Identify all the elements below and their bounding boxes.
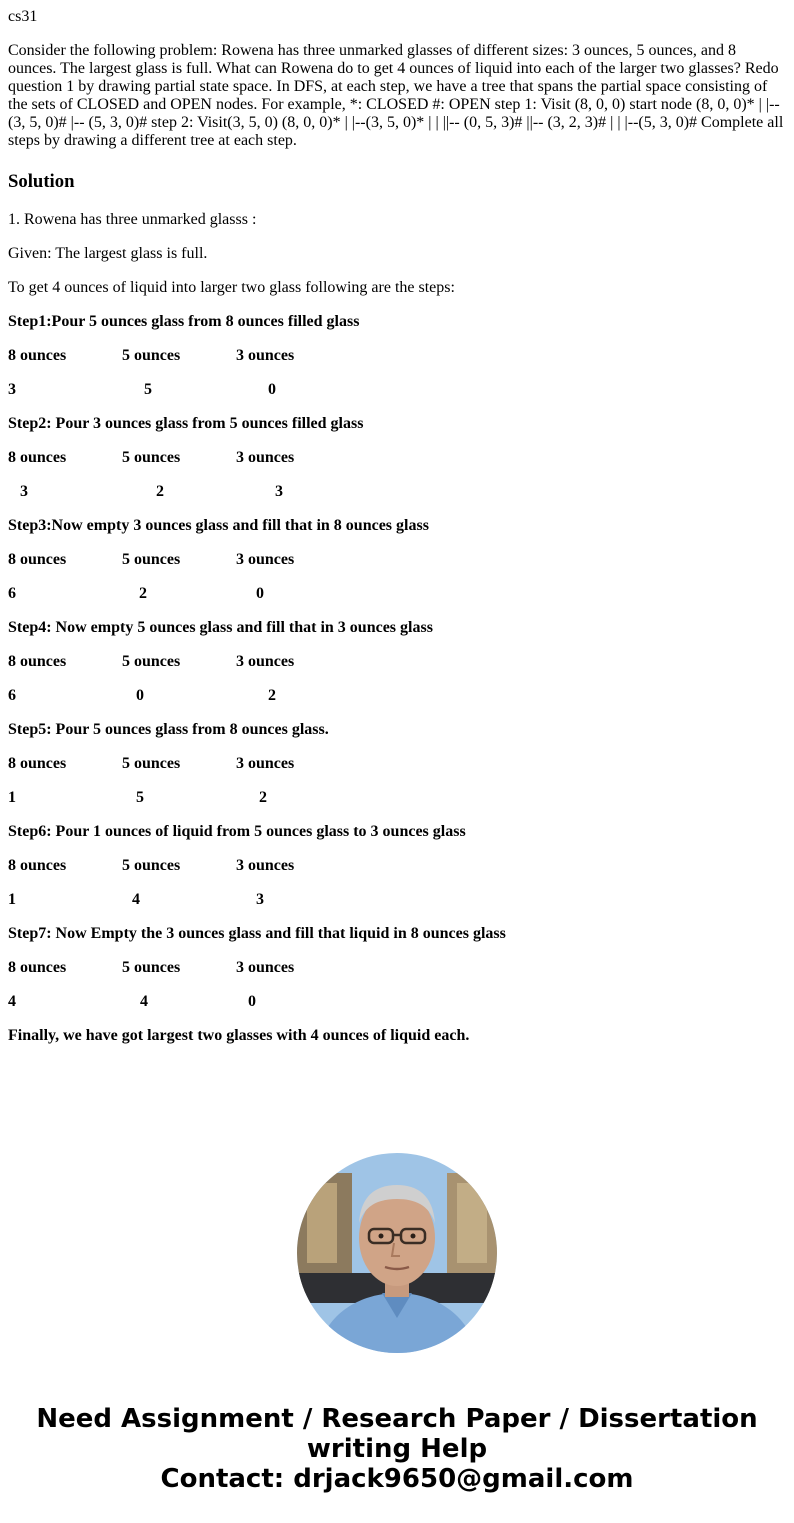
glass-header-row	[8, 755, 786, 773]
intro-line: To get 4 ounces of liquid into larger two glass following are the steps:	[8, 279, 455, 296]
glass-value-row	[8, 993, 786, 1011]
glass-header: 8 ounces	[8, 653, 67, 670]
intro-line: Given: The largest glass is full.	[8, 245, 208, 262]
glass-header-row	[8, 959, 786, 977]
step-title: Step5: Pour 5 ounces glass from 8 ounces glass.	[8, 721, 329, 738]
glass-value: 0	[256, 585, 264, 602]
glass-header: 8 ounces	[8, 347, 67, 364]
glass-value: 2	[156, 483, 164, 500]
glass-value: 5	[144, 381, 152, 398]
glass-value: 2	[268, 687, 276, 704]
glass-header: 5 ounces	[122, 755, 181, 772]
glass-header: 3 ounces	[236, 959, 295, 976]
glass-value: 3	[256, 891, 264, 908]
glass-value: 4	[140, 993, 148, 1010]
glass-header: 3 ounces	[236, 857, 295, 874]
step-title: Step1:Pour 5 ounces glass from 8 ounces filled glass	[8, 313, 360, 330]
promo-line: Need Assignment / Research Paper / Dissertation	[36, 1404, 758, 1434]
glass-header: 5 ounces	[122, 449, 181, 466]
glass-header-row	[8, 449, 786, 467]
question-text: Consider the following problem: Rowena has three unmarked glasses of different sizes: 3 ounces, 5 ounces, and 8 ounces. The largest glass is full. What can Rowena do to get 4 ounces of liquid into each of the larger two glasses? Redo question 1 by drawing partial state space. In DFS, at each step, we have a tree that spans the partial space consisting of the sets of CLOSED and OPEN nodes. For example, *: CLOSED #: OPEN step 1: Visit (8, 0, 0) start node (8, 0, 0)* | |--(3, 5, 0)# |-- (5, 3, 0)# step 2: Visit(3, 5, 0) (8, 0, 0)* | |--(3, 5, 0)* | | ||-- (0, 5, 3)# ||-- (3, 2, 3)# | | |--(5, 3, 0)# Complete all steps by drawing a different tree at each step.	[8, 42, 784, 149]
glass-value: 0	[248, 993, 256, 1010]
glass-value-row	[8, 687, 786, 705]
author-avatar	[297, 1153, 497, 1353]
glass-value: 3	[20, 483, 28, 500]
glass-value-row	[8, 585, 786, 603]
glass-value-row	[8, 789, 786, 807]
glass-header-row	[8, 347, 786, 365]
glass-header: 8 ounces	[8, 959, 67, 976]
glass-header: 8 ounces	[8, 755, 67, 772]
step-title: Step4: Now empty 5 ounces glass and fill that in 3 ounces glass	[8, 619, 433, 636]
step-title: Step6: Pour 1 ounces of liquid from 5 ounces glass to 3 ounces glass	[8, 823, 466, 840]
glass-header: 5 ounces	[122, 959, 181, 976]
glass-header: 5 ounces	[122, 653, 181, 670]
intro-line: 1. Rowena has three unmarked glasss :	[8, 211, 257, 228]
glass-header: 3 ounces	[236, 653, 295, 670]
glass-header: 8 ounces	[8, 857, 67, 874]
glass-value: 5	[136, 789, 144, 806]
glass-value: 6	[8, 687, 16, 704]
glass-header: 3 ounces	[236, 347, 295, 364]
glass-value: 2	[139, 585, 147, 602]
glass-header-row	[8, 857, 786, 875]
promo-contact: Contact: drjack9650@gmail.com	[160, 1464, 634, 1494]
glass-value: 3	[8, 381, 16, 398]
glass-header: 5 ounces	[122, 857, 181, 874]
glass-value: 0	[136, 687, 144, 704]
glass-value-row	[8, 483, 786, 501]
glass-value-row	[8, 381, 786, 399]
step-title: Step3:Now empty 3 ounces glass and fill that in 8 ounces glass	[8, 517, 429, 534]
step-title: Step7: Now Empty the 3 ounces glass and fill that liquid in 8 ounces glass	[8, 925, 506, 942]
course-code: cs31	[8, 8, 38, 25]
glass-value: 4	[8, 993, 16, 1010]
glass-header-row	[8, 551, 786, 569]
conclusion: Finally, we have got largest two glasses with 4 ounces of liquid each.	[8, 1027, 470, 1044]
glass-header: 3 ounces	[236, 449, 295, 466]
document-body	[8, 8, 786, 1061]
glass-header: 5 ounces	[122, 347, 181, 364]
glass-value: 0	[268, 381, 276, 398]
solution-heading: Solution	[8, 171, 75, 192]
glass-value: 1	[8, 789, 16, 806]
glass-header-row	[8, 653, 786, 671]
glass-header: 8 ounces	[8, 449, 67, 466]
author-photo	[297, 1153, 497, 1353]
promo-banner	[0, 1404, 794, 1494]
glass-header: 3 ounces	[236, 551, 295, 568]
step-title: Step2: Pour 3 ounces glass from 5 ounces filled glass	[8, 415, 364, 432]
glass-value: 6	[8, 585, 16, 602]
glass-value: 2	[259, 789, 267, 806]
glass-value: 1	[8, 891, 16, 908]
glass-header: 3 ounces	[236, 755, 295, 772]
promo-line: writing Help	[306, 1434, 488, 1464]
glass-header: 5 ounces	[122, 551, 181, 568]
glass-header: 8 ounces	[8, 551, 67, 568]
glass-value: 4	[132, 891, 140, 908]
glass-value: 3	[275, 483, 283, 500]
glass-value-row	[8, 891, 786, 909]
